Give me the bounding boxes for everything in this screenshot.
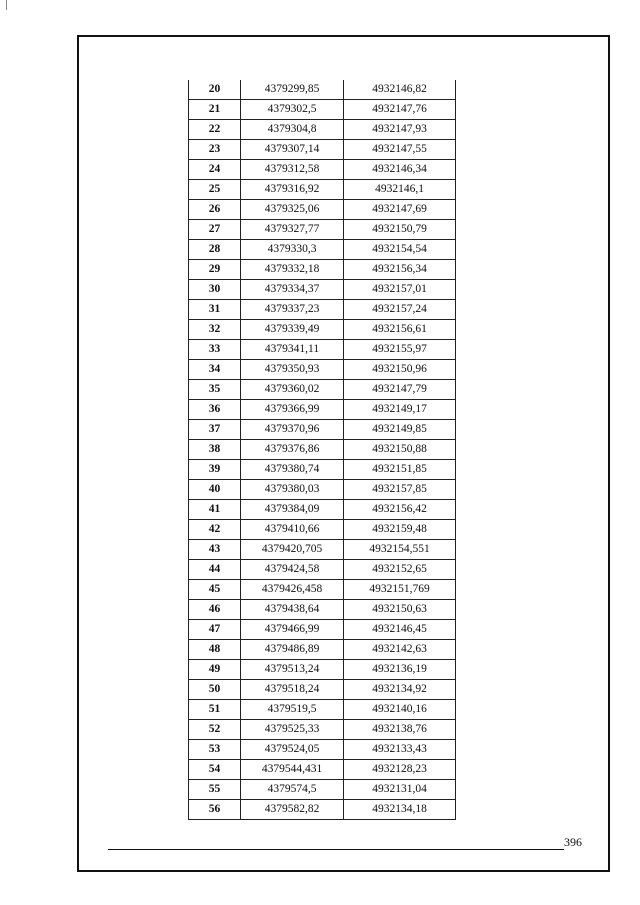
x-coordinate-cell: 4379438,64 <box>241 600 344 620</box>
y-coordinate-cell: 4932147,79 <box>344 380 456 400</box>
y-coordinate-cell: 4932151,85 <box>344 460 456 480</box>
x-coordinate-cell: 4379325,06 <box>241 200 344 220</box>
y-coordinate-cell: 4932134,92 <box>344 680 456 700</box>
y-coordinate-cell: 4932133,43 <box>344 740 456 760</box>
x-coordinate-cell: 4379380,03 <box>241 480 344 500</box>
point-number-cell: 26 <box>189 200 241 220</box>
table-row <box>189 380 456 400</box>
point-number-cell: 38 <box>189 440 241 460</box>
y-coordinate-cell: 4932150,88 <box>344 440 456 460</box>
point-number-cell: 47 <box>189 620 241 640</box>
point-number-cell: 44 <box>189 560 241 580</box>
point-number-cell: 39 <box>189 460 241 480</box>
y-coordinate-cell: 4932152,65 <box>344 560 456 580</box>
y-coordinate-cell: 4932157,85 <box>344 480 456 500</box>
point-number-cell: 31 <box>189 300 241 320</box>
x-coordinate-cell: 4379424,58 <box>241 560 344 580</box>
point-number-cell: 49 <box>189 660 241 680</box>
y-coordinate-cell: 4932138,76 <box>344 720 456 740</box>
table-row <box>189 320 456 340</box>
y-coordinate-cell: 4932149,85 <box>344 420 456 440</box>
point-number-cell: 22 <box>189 120 241 140</box>
coordinates-table-container <box>188 80 456 820</box>
footer-rule <box>108 849 564 850</box>
table-row <box>189 760 456 780</box>
table-row <box>189 100 456 120</box>
coordinates-table <box>188 80 456 820</box>
y-coordinate-cell: 4932142,63 <box>344 640 456 660</box>
y-coordinate-cell: 4932147,93 <box>344 120 456 140</box>
table-row <box>189 500 456 520</box>
y-coordinate-cell: 4932159,48 <box>344 520 456 540</box>
y-coordinate-cell: 4932146,34 <box>344 160 456 180</box>
x-coordinate-cell: 4379341,11 <box>241 340 344 360</box>
x-coordinate-cell: 4379370,96 <box>241 420 344 440</box>
x-coordinate-cell: 4379410,66 <box>241 520 344 540</box>
x-coordinate-cell: 4379366,99 <box>241 400 344 420</box>
x-coordinate-cell: 4379524,05 <box>241 740 344 760</box>
table-row <box>189 220 456 240</box>
scan-edge-mark <box>6 0 7 10</box>
x-coordinate-cell: 4379350,93 <box>241 360 344 380</box>
x-coordinate-cell: 4379380,74 <box>241 460 344 480</box>
x-coordinate-cell: 4379302,5 <box>241 100 344 120</box>
table-row <box>189 740 456 760</box>
y-coordinate-cell: 4932146,82 <box>344 80 456 100</box>
y-coordinate-cell: 4932149,17 <box>344 400 456 420</box>
y-coordinate-cell: 4932140,16 <box>344 700 456 720</box>
x-coordinate-cell: 4379327,77 <box>241 220 344 240</box>
y-coordinate-cell: 4932150,63 <box>344 600 456 620</box>
x-coordinate-cell: 4379312,58 <box>241 160 344 180</box>
x-coordinate-cell: 4379513,24 <box>241 660 344 680</box>
point-number-cell: 54 <box>189 760 241 780</box>
x-coordinate-cell: 4379316,92 <box>241 180 344 200</box>
point-number-cell: 36 <box>189 400 241 420</box>
table-row <box>189 660 456 680</box>
y-coordinate-cell: 4932128,23 <box>344 760 456 780</box>
x-coordinate-cell: 4379332,18 <box>241 260 344 280</box>
point-number-cell: 48 <box>189 640 241 660</box>
x-coordinate-cell: 4379582,82 <box>241 800 344 820</box>
x-coordinate-cell: 4379307,14 <box>241 140 344 160</box>
table-row <box>189 240 456 260</box>
table-row <box>189 480 456 500</box>
y-coordinate-cell: 4932150,96 <box>344 360 456 380</box>
table-row <box>189 200 456 220</box>
x-coordinate-cell: 4379544,431 <box>241 760 344 780</box>
point-number-cell: 34 <box>189 360 241 380</box>
y-coordinate-cell: 4932147,55 <box>344 140 456 160</box>
point-number-cell: 41 <box>189 500 241 520</box>
y-coordinate-cell: 4932147,76 <box>344 100 456 120</box>
point-number-cell: 40 <box>189 480 241 500</box>
x-coordinate-cell: 4379360,02 <box>241 380 344 400</box>
table-row <box>189 600 456 620</box>
point-number-cell: 20 <box>189 80 241 100</box>
table-row <box>189 260 456 280</box>
table-row <box>189 300 456 320</box>
x-coordinate-cell: 4379486,89 <box>241 640 344 660</box>
table-row <box>189 400 456 420</box>
point-number-cell: 43 <box>189 540 241 560</box>
x-coordinate-cell: 4379420,705 <box>241 540 344 560</box>
y-coordinate-cell: 4932150,79 <box>344 220 456 240</box>
table-row <box>189 520 456 540</box>
y-coordinate-cell: 4932156,42 <box>344 500 456 520</box>
x-coordinate-cell: 4379426,458 <box>241 580 344 600</box>
table-row <box>189 620 456 640</box>
point-number-cell: 28 <box>189 240 241 260</box>
x-coordinate-cell: 4379384,09 <box>241 500 344 520</box>
point-number-cell: 29 <box>189 260 241 280</box>
table-row <box>189 80 456 100</box>
y-coordinate-cell: 4932154,54 <box>344 240 456 260</box>
table-row <box>189 420 456 440</box>
y-coordinate-cell: 4932131,04 <box>344 780 456 800</box>
table-row <box>189 160 456 180</box>
y-coordinate-cell: 4932146,1 <box>344 180 456 200</box>
table-row <box>189 780 456 800</box>
table-row <box>189 640 456 660</box>
x-coordinate-cell: 4379304,8 <box>241 120 344 140</box>
y-coordinate-cell: 4932157,01 <box>344 280 456 300</box>
point-number-cell: 51 <box>189 700 241 720</box>
x-coordinate-cell: 4379334,37 <box>241 280 344 300</box>
y-coordinate-cell: 4932154,551 <box>344 540 456 560</box>
table-row <box>189 680 456 700</box>
point-number-cell: 45 <box>189 580 241 600</box>
y-coordinate-cell: 4932146,45 <box>344 620 456 640</box>
point-number-cell: 35 <box>189 380 241 400</box>
table-row <box>189 180 456 200</box>
page-number: 396 <box>564 835 582 849</box>
point-number-cell: 46 <box>189 600 241 620</box>
point-number-cell: 23 <box>189 140 241 160</box>
table-row <box>189 280 456 300</box>
table-row <box>189 120 456 140</box>
x-coordinate-cell: 4379339,49 <box>241 320 344 340</box>
point-number-cell: 56 <box>189 800 241 820</box>
point-number-cell: 30 <box>189 280 241 300</box>
table-row <box>189 540 456 560</box>
table-row <box>189 700 456 720</box>
x-coordinate-cell: 4379330,3 <box>241 240 344 260</box>
point-number-cell: 33 <box>189 340 241 360</box>
x-coordinate-cell: 4379525,33 <box>241 720 344 740</box>
table-row <box>189 580 456 600</box>
table-row <box>189 140 456 160</box>
y-coordinate-cell: 4932157,24 <box>344 300 456 320</box>
point-number-cell: 37 <box>189 420 241 440</box>
x-coordinate-cell: 4379574,5 <box>241 780 344 800</box>
point-number-cell: 25 <box>189 180 241 200</box>
y-coordinate-cell: 4932156,61 <box>344 320 456 340</box>
table-row <box>189 360 456 380</box>
table-row <box>189 440 456 460</box>
table-row <box>189 340 456 360</box>
y-coordinate-cell: 4932136,19 <box>344 660 456 680</box>
y-coordinate-cell: 4932147,69 <box>344 200 456 220</box>
x-coordinate-cell: 4379518,24 <box>241 680 344 700</box>
x-coordinate-cell: 4379337,23 <box>241 300 344 320</box>
x-coordinate-cell: 4379299,85 <box>241 80 344 100</box>
point-number-cell: 27 <box>189 220 241 240</box>
point-number-cell: 24 <box>189 160 241 180</box>
point-number-cell: 52 <box>189 720 241 740</box>
x-coordinate-cell: 4379466,99 <box>241 620 344 640</box>
table-row <box>189 720 456 740</box>
point-number-cell: 42 <box>189 520 241 540</box>
point-number-cell: 32 <box>189 320 241 340</box>
x-coordinate-cell: 4379376,86 <box>241 440 344 460</box>
table-row <box>189 800 456 820</box>
point-number-cell: 55 <box>189 780 241 800</box>
x-coordinate-cell: 4379519,5 <box>241 700 344 720</box>
table-row <box>189 560 456 580</box>
point-number-cell: 50 <box>189 680 241 700</box>
table-row <box>189 460 456 480</box>
y-coordinate-cell: 4932155,97 <box>344 340 456 360</box>
coordinates-table-body <box>189 80 456 820</box>
point-number-cell: 21 <box>189 100 241 120</box>
y-coordinate-cell: 4932134,18 <box>344 800 456 820</box>
y-coordinate-cell: 4932156,34 <box>344 260 456 280</box>
y-coordinate-cell: 4932151,769 <box>344 580 456 600</box>
point-number-cell: 53 <box>189 740 241 760</box>
